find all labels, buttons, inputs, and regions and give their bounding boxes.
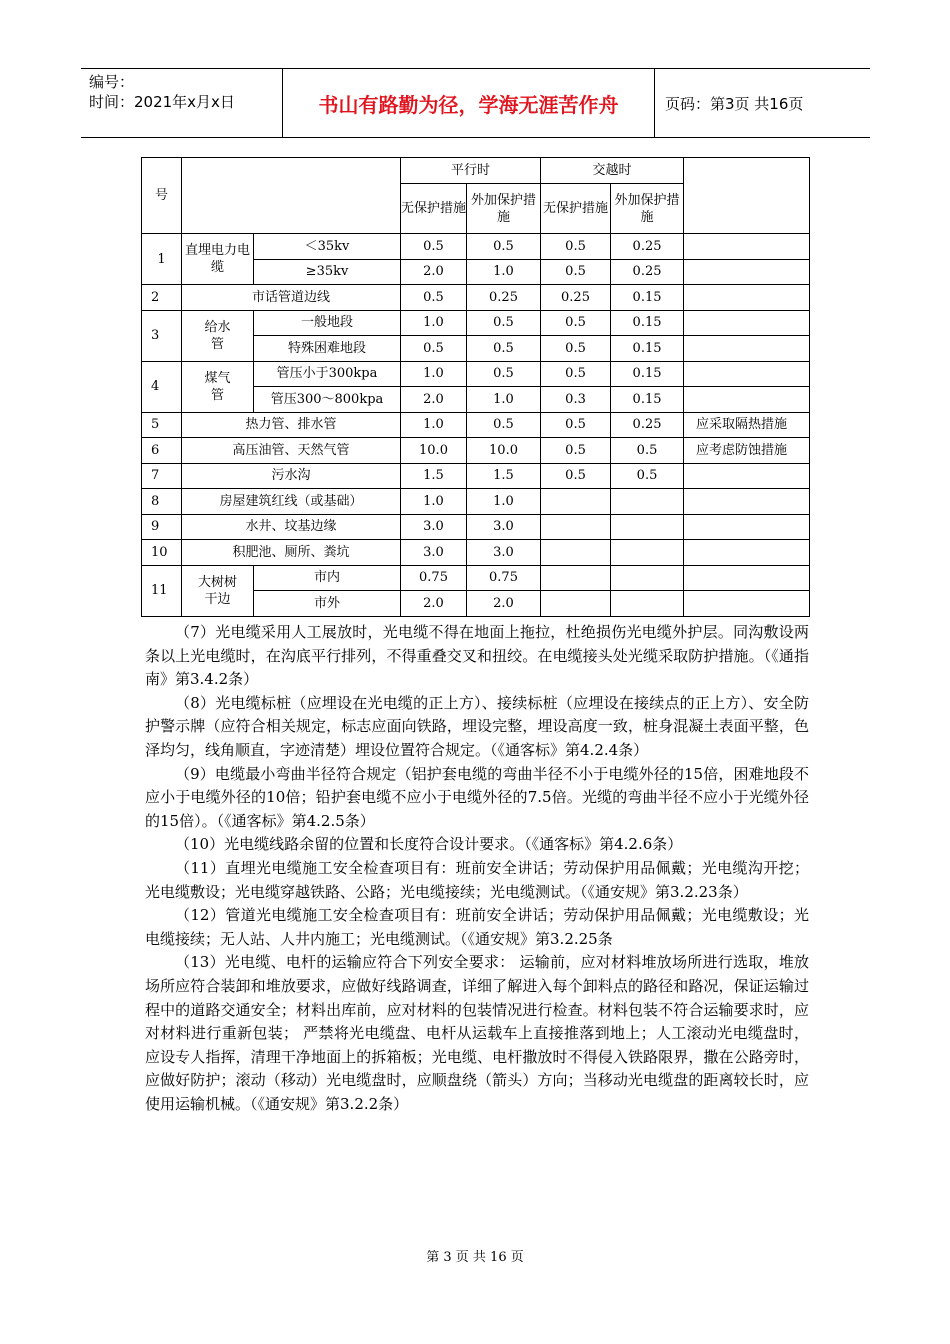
cell: 1.0	[401, 412, 467, 438]
cell: 0.5	[401, 336, 467, 362]
cell: 1.0	[401, 361, 467, 387]
page-header	[81, 68, 870, 138]
cell	[541, 565, 611, 591]
cell	[541, 489, 611, 515]
cell: 0.25	[611, 259, 684, 285]
note-cell: 应考虑防蚀措施	[684, 438, 810, 464]
table-row	[142, 285, 810, 311]
header-parallel: 平行时	[401, 158, 541, 184]
note-cell	[684, 489, 810, 515]
page-info: 页码：第3页 共16页	[665, 94, 804, 113]
cell	[611, 591, 684, 617]
row-item: 高压油管、天然气管	[182, 438, 401, 464]
cell: 2.0	[401, 259, 467, 285]
cell: 0.15	[611, 387, 684, 413]
note-cell	[684, 540, 810, 566]
clearance-table	[141, 157, 810, 617]
cell: 1.0	[467, 387, 541, 413]
row-item: 市话管道边线	[182, 285, 401, 311]
row-subitem: 管压小于300kpa	[254, 361, 401, 387]
note-cell	[684, 591, 810, 617]
cell: 10.0	[401, 438, 467, 464]
row-item: 污水沟	[182, 463, 401, 489]
cell	[611, 540, 684, 566]
cell: 0.15	[611, 336, 684, 362]
cell: 1.0	[401, 310, 467, 336]
row-no: 7	[142, 463, 182, 489]
header-no: 号	[142, 158, 182, 234]
cell: 0.5	[541, 463, 611, 489]
cell: 0.25	[467, 285, 541, 311]
row-item: 水井、坟基边缘	[182, 514, 401, 540]
row-subitem: ＜35kv	[254, 234, 401, 260]
cell: 0.75	[467, 565, 541, 591]
paragraph: （9）电缆最小弯曲半径符合规定（铝护套电缆的弯曲半径不小于电缆外径的15倍，困难地段不应小于电缆外径的10倍；铅护套电缆不应小于电缆外径的7.5倍。光缆的弯曲半径不应小于光缆外径的15倍）。（《通客标》第4.2.5条）	[145, 764, 809, 830]
table-row	[142, 514, 810, 540]
cell: 2.0	[401, 387, 467, 413]
note-cell	[684, 514, 810, 540]
cell: 0.5	[611, 438, 684, 464]
table-row	[142, 310, 810, 336]
note-cell	[684, 310, 810, 336]
row-subitem: 市内	[254, 565, 401, 591]
cell: 0.5	[401, 234, 467, 260]
note-cell	[684, 387, 810, 413]
cell: 3.0	[467, 514, 541, 540]
cell: 0.5	[541, 336, 611, 362]
cell: 0.5	[541, 310, 611, 336]
note-cell	[684, 285, 810, 311]
table-row	[142, 438, 810, 464]
row-subitem: 管压300～800kpa	[254, 387, 401, 413]
cell: 1.5	[401, 463, 467, 489]
row-subitem: 市外	[254, 591, 401, 617]
row-no: 10	[142, 540, 182, 566]
row-subitem: ≥35kv	[254, 259, 401, 285]
row-no: 6	[142, 438, 182, 464]
row-no: 8	[142, 489, 182, 515]
cell: 1.5	[467, 463, 541, 489]
cell: 1.0	[467, 489, 541, 515]
cell: 2.0	[401, 591, 467, 617]
paragraph: （7）光电缆采用人工展放时，光电缆不得在地面上拖拉，杜绝损伤光电缆外护层。同沟敷设两条以上光电缆时，在沟底平行排列，不得重叠交叉和扭绞。在电缆接头处光缆采取防护措施。（《通指南》第3.4.2条）	[145, 623, 809, 689]
date-label: 时间：2021年x月x日	[89, 93, 235, 111]
row-no: 4	[142, 361, 182, 412]
note-cell	[684, 234, 810, 260]
doc-number-label: 编号：	[89, 73, 135, 91]
row-item: 大树树干边	[182, 565, 254, 616]
row-no: 5	[142, 412, 182, 438]
cell: 0.5	[467, 310, 541, 336]
header-sub: 外加保护措施	[467, 184, 541, 234]
paragraph: （11）直埋光电缆施工安全检查项目有：班前安全讲话；劳动保护用品佩戴；光电缆沟开挖；光电缆敷设；光电缆穿越铁路、公路；光电缆接续；光电缆测试。（《通安规》第3.2.23条）	[145, 858, 809, 901]
row-item: 热力管、排水管	[182, 412, 401, 438]
cell: 0.5	[541, 361, 611, 387]
cell: 0.15	[611, 310, 684, 336]
row-item: 房屋建筑红线（或基础）	[182, 489, 401, 515]
cell: 0.5	[401, 285, 467, 311]
motto: 书山有路勤为径，学海无涯苦作舟	[283, 69, 655, 137]
cell: 0.5	[541, 438, 611, 464]
cell	[611, 514, 684, 540]
cell: 0.3	[541, 387, 611, 413]
paragraph: （10）光电缆线路余留的位置和长度符合设计要求。（《通客标》第4.2.6条）	[175, 835, 683, 854]
header-item	[182, 158, 401, 234]
row-no: 11	[142, 565, 182, 616]
header-meta	[81, 69, 283, 137]
header-sub: 无保护措施	[401, 184, 467, 234]
cell: 10.0	[467, 438, 541, 464]
cell: 2.0	[467, 591, 541, 617]
paragraph: （8）光电缆标桩（应埋设在光电缆的正上方）、接续标桩（应埋设在接续点的正上方）、安全防护警示牌（应符合相关规定，标志应面向铁路，埋设完整，埋设高度一致，桩身混凝土表面平整，色泽均匀，线角顺直，字迹清楚）埋设位置符合规定。（《通客标》第4.2.4条）	[145, 693, 809, 759]
cell	[541, 540, 611, 566]
header-sub: 无保护措施	[541, 184, 611, 234]
table-row	[142, 361, 810, 387]
row-item: 积肥池、厕所、粪坑	[182, 540, 401, 566]
table-row	[142, 540, 810, 566]
cell: 0.5	[467, 234, 541, 260]
row-subitem: 特殊困难地段	[254, 336, 401, 362]
page-footer: 第 3 页 共 16 页	[426, 1250, 524, 1265]
paragraph: （13）光电缆、电杆的运输应符合下列安全要求： 运输前，应对材料堆放场所进行选取，堆放场所应符合装卸和堆放要求，应做好线路调查，详细了解进入每个卸料点的路径和路况，保证运输过程中的道路交通安全；材料出库前，应对材料的包装情况进行检查。材料包装不符合运输要求时，应对材料进行重新包装； 严禁将光电缆盘、电杆从运载车上直接推落到地上；人工滚动光电缆盘时，应设专人指挥，清理干净地面上的拆箱板；光电缆、电杆撒放时不得侵入铁路限界，撒在公路旁时，应做好防护；滚动（移动）光电缆盘时，应顺盘绕（箭头）方向；当移动光电缆盘的距离较长时，应使用运输机械。（《通安规》第3.2.2条）	[145, 953, 809, 1113]
cell: 1.0	[401, 489, 467, 515]
row-subitem: 一般地段	[254, 310, 401, 336]
row-item: 煤气管	[182, 361, 254, 412]
cell: 0.75	[401, 565, 467, 591]
cell: 0.5	[541, 259, 611, 285]
table-row	[142, 463, 810, 489]
note-cell	[684, 361, 810, 387]
cell: 3.0	[467, 540, 541, 566]
note-cell	[684, 259, 810, 285]
row-item: 给水管	[182, 310, 254, 361]
cell: 0.25	[611, 412, 684, 438]
cell: 0.25	[611, 234, 684, 260]
table-row	[142, 412, 810, 438]
cell: 1.0	[467, 259, 541, 285]
row-no: 9	[142, 514, 182, 540]
row-no: 3	[142, 310, 182, 361]
paragraph: （12）管道光电缆施工安全检查项目有：班前安全讲话；劳动保护用品佩戴；光电缆敷设；光电缆接续；无人站、人井内施工；光电缆测试。（《通安规》第3.2.25条	[145, 906, 809, 948]
cell: 0.5	[541, 412, 611, 438]
cell: 0.5	[611, 463, 684, 489]
note-cell	[684, 336, 810, 362]
header-note	[684, 158, 810, 234]
header-crossing: 交越时	[541, 158, 684, 184]
row-no: 1	[142, 234, 182, 285]
cell	[611, 489, 684, 515]
row-item: 直埋电力电缆	[182, 234, 254, 285]
header-sub: 外加保护措施	[611, 184, 684, 234]
cell: 0.5	[467, 412, 541, 438]
table-row	[142, 489, 810, 515]
row-no: 2	[142, 285, 182, 311]
body-text	[145, 621, 809, 1116]
cell: 0.15	[611, 285, 684, 311]
cell: 3.0	[401, 540, 467, 566]
table-row	[142, 565, 810, 591]
cell: 3.0	[401, 514, 467, 540]
note-cell	[684, 565, 810, 591]
note-cell: 应采取隔热措施	[684, 412, 810, 438]
cell: 0.5	[541, 234, 611, 260]
table-row	[142, 234, 810, 260]
cell: 0.15	[611, 361, 684, 387]
cell: 0.25	[541, 285, 611, 311]
cell	[541, 514, 611, 540]
note-cell	[684, 463, 810, 489]
cell	[611, 565, 684, 591]
cell	[541, 591, 611, 617]
cell: 0.5	[467, 361, 541, 387]
cell: 0.5	[467, 336, 541, 362]
